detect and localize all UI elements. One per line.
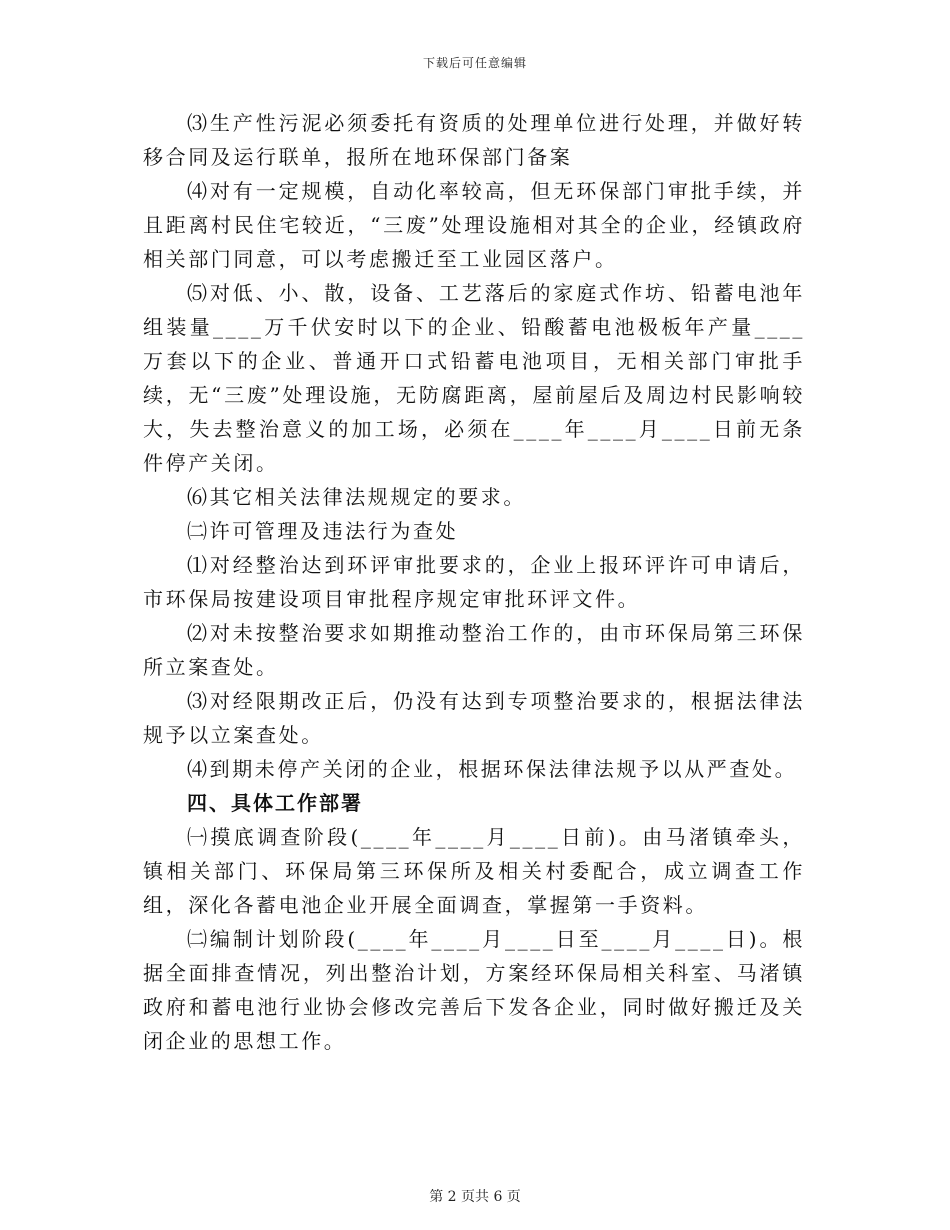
paragraph-eia-approval: ⑴对经整治达到环评审批要求的，企业上报环评许可申请后，市环保局按建设项目审批程序规定审批环评文件。: [143, 553, 805, 611]
paragraph-rectification: ⑶对经限期改正后，仍没有达到专项整治要求的，根据法律法规予以立案查处。: [143, 689, 805, 747]
subsection-permit-management: ㈡许可管理及违法行为查处: [187, 519, 459, 543]
document-body: [143, 106, 805, 1058]
paragraph-case-filing: ⑵对未按整治要求如期推动整治工作的，由市环保局第三环保所立案查处。: [143, 621, 805, 679]
page-number-footer: 第 2 页共 6 页: [429, 1189, 521, 1205]
paragraph-survey-stage: ㈠摸底调查阶段(____年____月____日前)。由马渚镇牵头，镇相关部门、环保局第三环保所及相关村委配合，成立调查工作组，深化各蓄电池企业开展全面调查，掌握第一手资料。: [143, 825, 805, 917]
page-header: 下载后可任意编辑: [422, 56, 527, 70]
paragraph-relocation: ⑷对有一定规模，自动化率较高，但无环保部门审批手续，并且距离村民住宅较近，“三废”处理设施相对其全的企业，经镇政府相关部门同意，可以考虑搬迁至工业园区落户。: [143, 179, 805, 271]
paragraph-other-requirements: ⑹其它相关法律法规规定的要求。: [187, 485, 526, 509]
paragraph-sludge-disposal: ⑶生产性污泥必须委托有资质的处理单位进行处理，并做好转移合同及运行联单，报所在地环保部门备案: [143, 111, 805, 169]
section-heading-work-deployment: 四、具体工作部署: [187, 791, 363, 815]
paragraph-closure: ⑸对低、小、散，设备、工艺落后的家庭式作坊、铅蓄电池年组装量____万千伏安时以下的企业、铅酸蓄电池极板年产量____万套以下的企业、普通开口式铅蓄电池项目，无相关部门审批手续，无“三废”处理设施，无防腐距离，屋前屋后及周边村民影响较大，失去整治意义的加工场，必须在____年____月____日前无条件停产关闭。: [143, 281, 805, 475]
paragraph-strict-penalty: ⑷到期未停产关闭的企业，根据环保法律法规予以从严查处。: [187, 757, 798, 781]
paragraph-planning-stage: ㈡编制计划阶段(____年____月____日至____月____日)。根据全面排查情况，列出整治计划，方案经环保局相关科室、马渚镇政府和蓄电池行业协会修改完善后下发各企业，同时做好搬迁及关闭企业的思想工作。: [143, 927, 805, 1053]
